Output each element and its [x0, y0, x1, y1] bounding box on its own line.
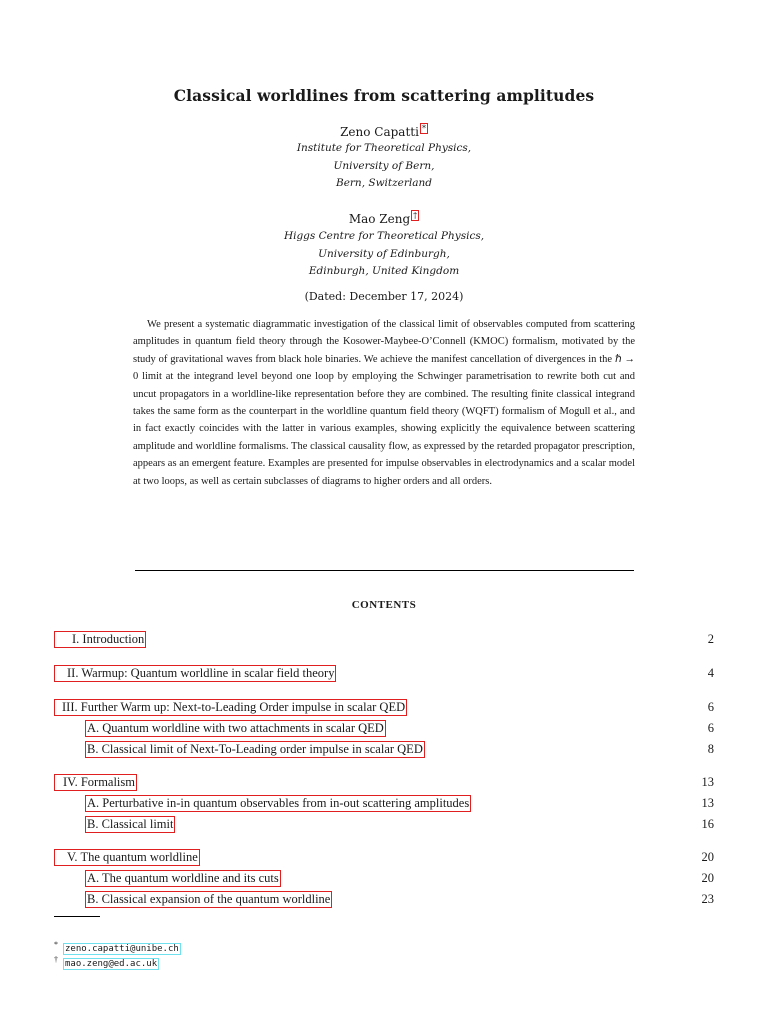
toc-entry-warmup — [0, 665, 768, 683]
toc-link[interactable]: III. Further Warm up: Next-to-Leading Order impulse in scalar QED — [54, 699, 407, 716]
email-link[interactable]: mao.zeng@ed.ac.uk — [65, 959, 158, 969]
toc-entry-further-warmup — [0, 699, 768, 717]
toc-link[interactable]: II. Warmup: Quantum worldline in scalar field theory — [54, 665, 336, 682]
toc-subentry — [0, 891, 768, 909]
toc-subentry — [0, 795, 768, 813]
toc-link[interactable]: I. Introduction — [54, 631, 146, 648]
toc-link[interactable]: B. Classical limit — [87, 817, 174, 831]
date: (Dated: December 17, 2024) — [304, 290, 464, 303]
affiliation-line: Edinburgh, United Kingdom — [308, 265, 460, 277]
footnote-rule — [54, 916, 100, 917]
toc-link[interactable]: V. The quantum worldline — [54, 849, 200, 866]
paper-title: Classical worldlines from scattering amplitudes — [173, 86, 595, 105]
toc-subentry — [0, 870, 768, 888]
toc-page-number: 2 — [707, 632, 714, 646]
author-2-footnote-link[interactable]: † — [413, 211, 418, 220]
affiliation-line: Higgs Centre for Theoretical Physics, — [283, 230, 485, 242]
toc-page-number: 4 — [707, 666, 714, 680]
footnote-mark: † — [54, 955, 58, 964]
toc-link[interactable]: IV. Formalism — [54, 774, 137, 791]
author-2-affiliation — [0, 228, 768, 281]
author-2-name: Mao Zeng — [348, 212, 411, 226]
email-link[interactable]: zeno.capatti@unibe.ch — [65, 944, 179, 954]
toc-page-number: 20 — [701, 850, 714, 864]
toc-page-number: 6 — [707, 721, 714, 735]
footnote-2 — [54, 954, 159, 970]
author-1 — [0, 123, 768, 139]
toc-page-number: 16 — [701, 817, 714, 831]
contents-heading: CONTENTS — [351, 599, 417, 611]
affiliation-line: University of Bern, — [333, 159, 435, 172]
toc-subentry — [0, 816, 768, 834]
toc-link[interactable]: A. The quantum worldline and its cuts — [87, 871, 279, 885]
toc-subentry — [0, 720, 768, 738]
affiliation-line: Institute for Theoretical Physics, — [296, 142, 472, 154]
toc-link[interactable]: B. Classical expansion of the quantum worldline — [87, 892, 331, 906]
toc-entry-formalism — [0, 774, 768, 792]
toc-page-number: 20 — [701, 871, 714, 885]
abstract: We present a systematic diagrammatic investigation of the classical limit of observables computed from scattering amplitudes in quantum field theory through the Kosower-Maybee-O’Connell (KMOC) formalism, motivated by the study of gravitational waves from black hole binaries. We achieve the manifest cancellation of divergences in the ℏ → 0 limit at the integrand level beyond one loop by employing the Schwinger parametrisation to rewrite both cut and uncut propagators in a worldline-like representation before they are combined. The resulting finite classical integrand takes the same form as the counterpart in the worldline quantum field theory (WQFT) formalism of Mogull et al., and in fact exactly coincides with the latter in various examples, showing explicitly the equivalence between scattering amplitude and worldline formalisms. The classical causality flow, as expressed by the retarded propagator prescription, appears as an emergent feature. Examples are presented for impulse observables in electrodynamics and a scalar model at two loops, as well as certain subclasses of diagrams to higher orders and all orders. — [133, 319, 635, 487]
toc-page-number: 13 — [701, 796, 714, 810]
toc-link[interactable]: B. Classical limit of Next-To-Leading order impulse in scalar QED — [87, 742, 423, 756]
divider — [135, 570, 634, 571]
toc-page-number: 23 — [701, 892, 714, 906]
toc-entry-introduction — [0, 631, 768, 649]
footnote-1 — [54, 939, 181, 955]
toc-page-number: 8 — [707, 742, 714, 756]
affiliation-line: University of Edinburgh, — [318, 247, 450, 260]
toc-link[interactable]: A. Perturbative in-in quantum observables from in-out scattering amplitudes — [87, 796, 470, 810]
author-1-footnote-link[interactable]: * — [421, 124, 426, 133]
toc-entry-quantum-worldline — [0, 849, 768, 867]
toc-link[interactable]: A. Quantum worldline with two attachments in scalar QED — [87, 721, 384, 735]
author-1-affiliation — [0, 140, 768, 193]
affiliation-line: Bern, Switzerland — [335, 177, 432, 189]
toc-subentry — [0, 741, 768, 759]
footnote-mark: * — [54, 940, 58, 949]
toc-page-number: 13 — [701, 775, 714, 789]
author-1-name: Zeno Capatti — [340, 125, 419, 139]
toc-page-number: 6 — [707, 700, 714, 714]
author-2 — [0, 210, 768, 226]
